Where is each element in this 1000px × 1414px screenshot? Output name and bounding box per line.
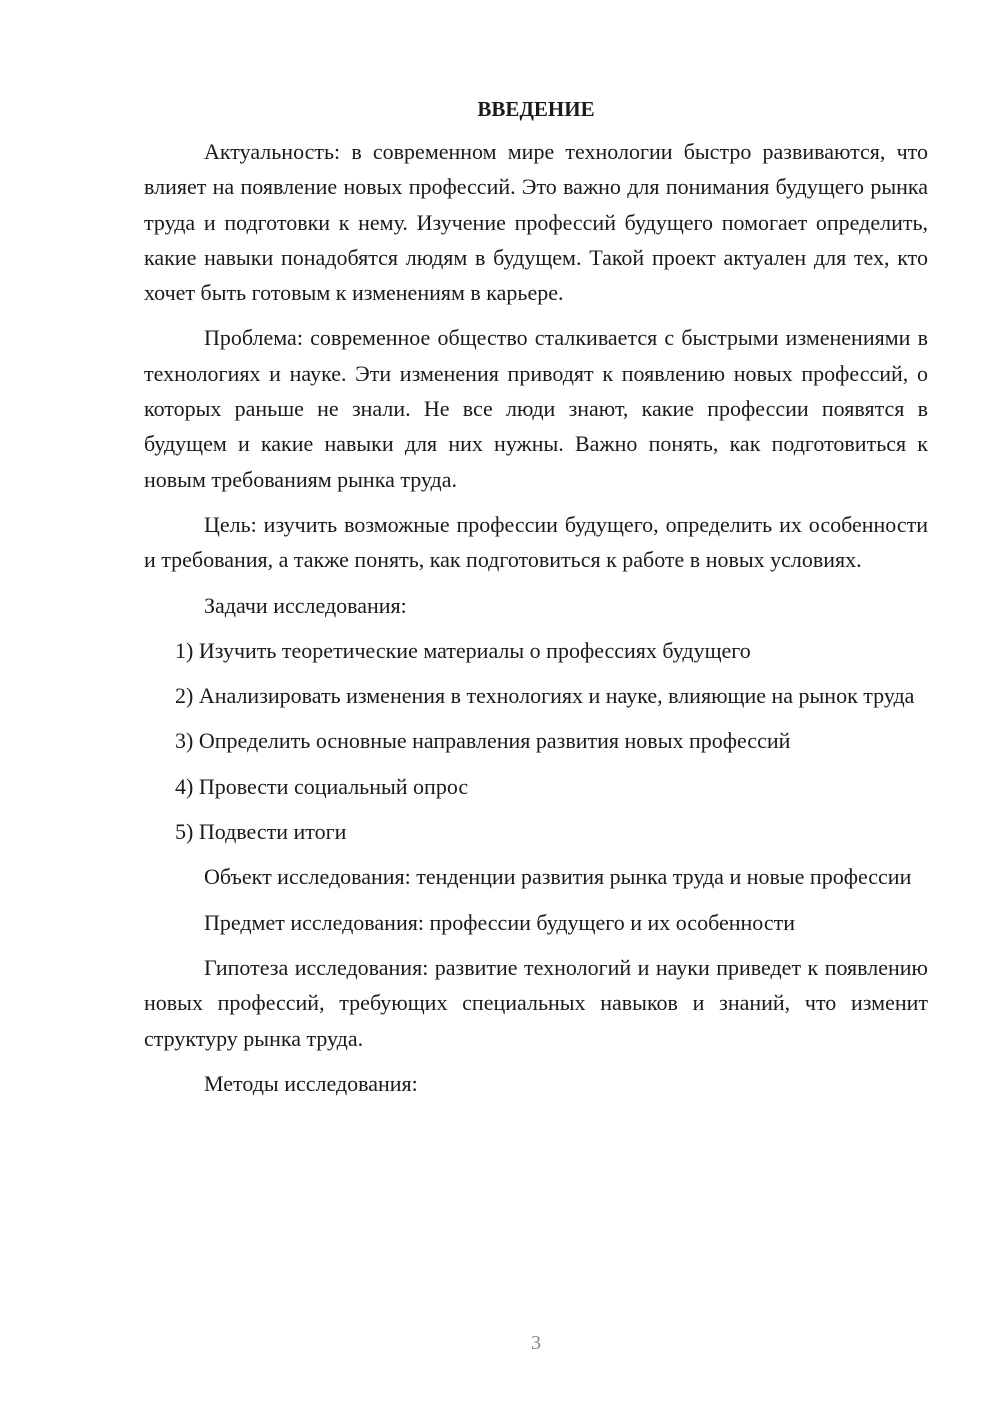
list-item-task-2: 2) Анализировать изменения в технологиях и науке, влияющие на рынок труда [175, 683, 915, 709]
page-number: 3 [531, 1332, 541, 1354]
paragraph-hypothesis: Гипотеза исследования: развитие технологий и науки приведет к появлению новых профессий, требующих специальных навыков и знаний, что изменит структуру рынка труда. [144, 954, 928, 1051]
paragraph-object: Объект исследования: тенденции развития рынка труда и новые профессии [204, 864, 912, 890]
paragraph-goal: Цель: изучить возможные профессии будущего, определить их особенности и требования, а также понять, как подготовиться к работе в новых условиях. [144, 511, 928, 573]
list-item-task-1: 1) Изучить теоретические материалы о профессиях будущего [175, 637, 751, 663]
paragraph-methods: Методы исследования: [204, 1070, 418, 1096]
paragraph-tasks-heading: Задачи исследования: [204, 592, 407, 618]
paragraph-subject: Предмет исследования: профессии будущего и их особенности [204, 909, 795, 935]
list-item-task-5: 5) Подвести итоги [175, 819, 347, 845]
page-title: ВВЕДЕНИЕ [477, 97, 595, 121]
document-page [144, 92, 928, 1111]
paragraph-relevance: Актуальность: в современном мире технологии быстро развиваются, что влияет на появление новых профессий. Это важно для понимания будущего рынка труда и подготовки к нему. Изучение профессий будущего помогает определить, какие навыки понадобятся людям в будущем. Такой проект актуален для тех, кто хочет быть готовым к изменениям в карьере. [144, 139, 928, 306]
paragraph-problem: Проблема: современное общество сталкивается с быстрыми изменениями в технологиях и науке. Эти изменения приводят к появлению новых профессий, о которых раньше не знали. Не все люди знают, какие профессии появятся в будущем и какие навыки для них нужны. Важно понять, как подготовиться к новым требованиям рынка труда. [144, 325, 928, 492]
list-item-task-3: 3) Определить основные направления развития новых профессий [175, 728, 791, 754]
list-item-task-4: 4) Провести социальный опрос [175, 773, 469, 799]
